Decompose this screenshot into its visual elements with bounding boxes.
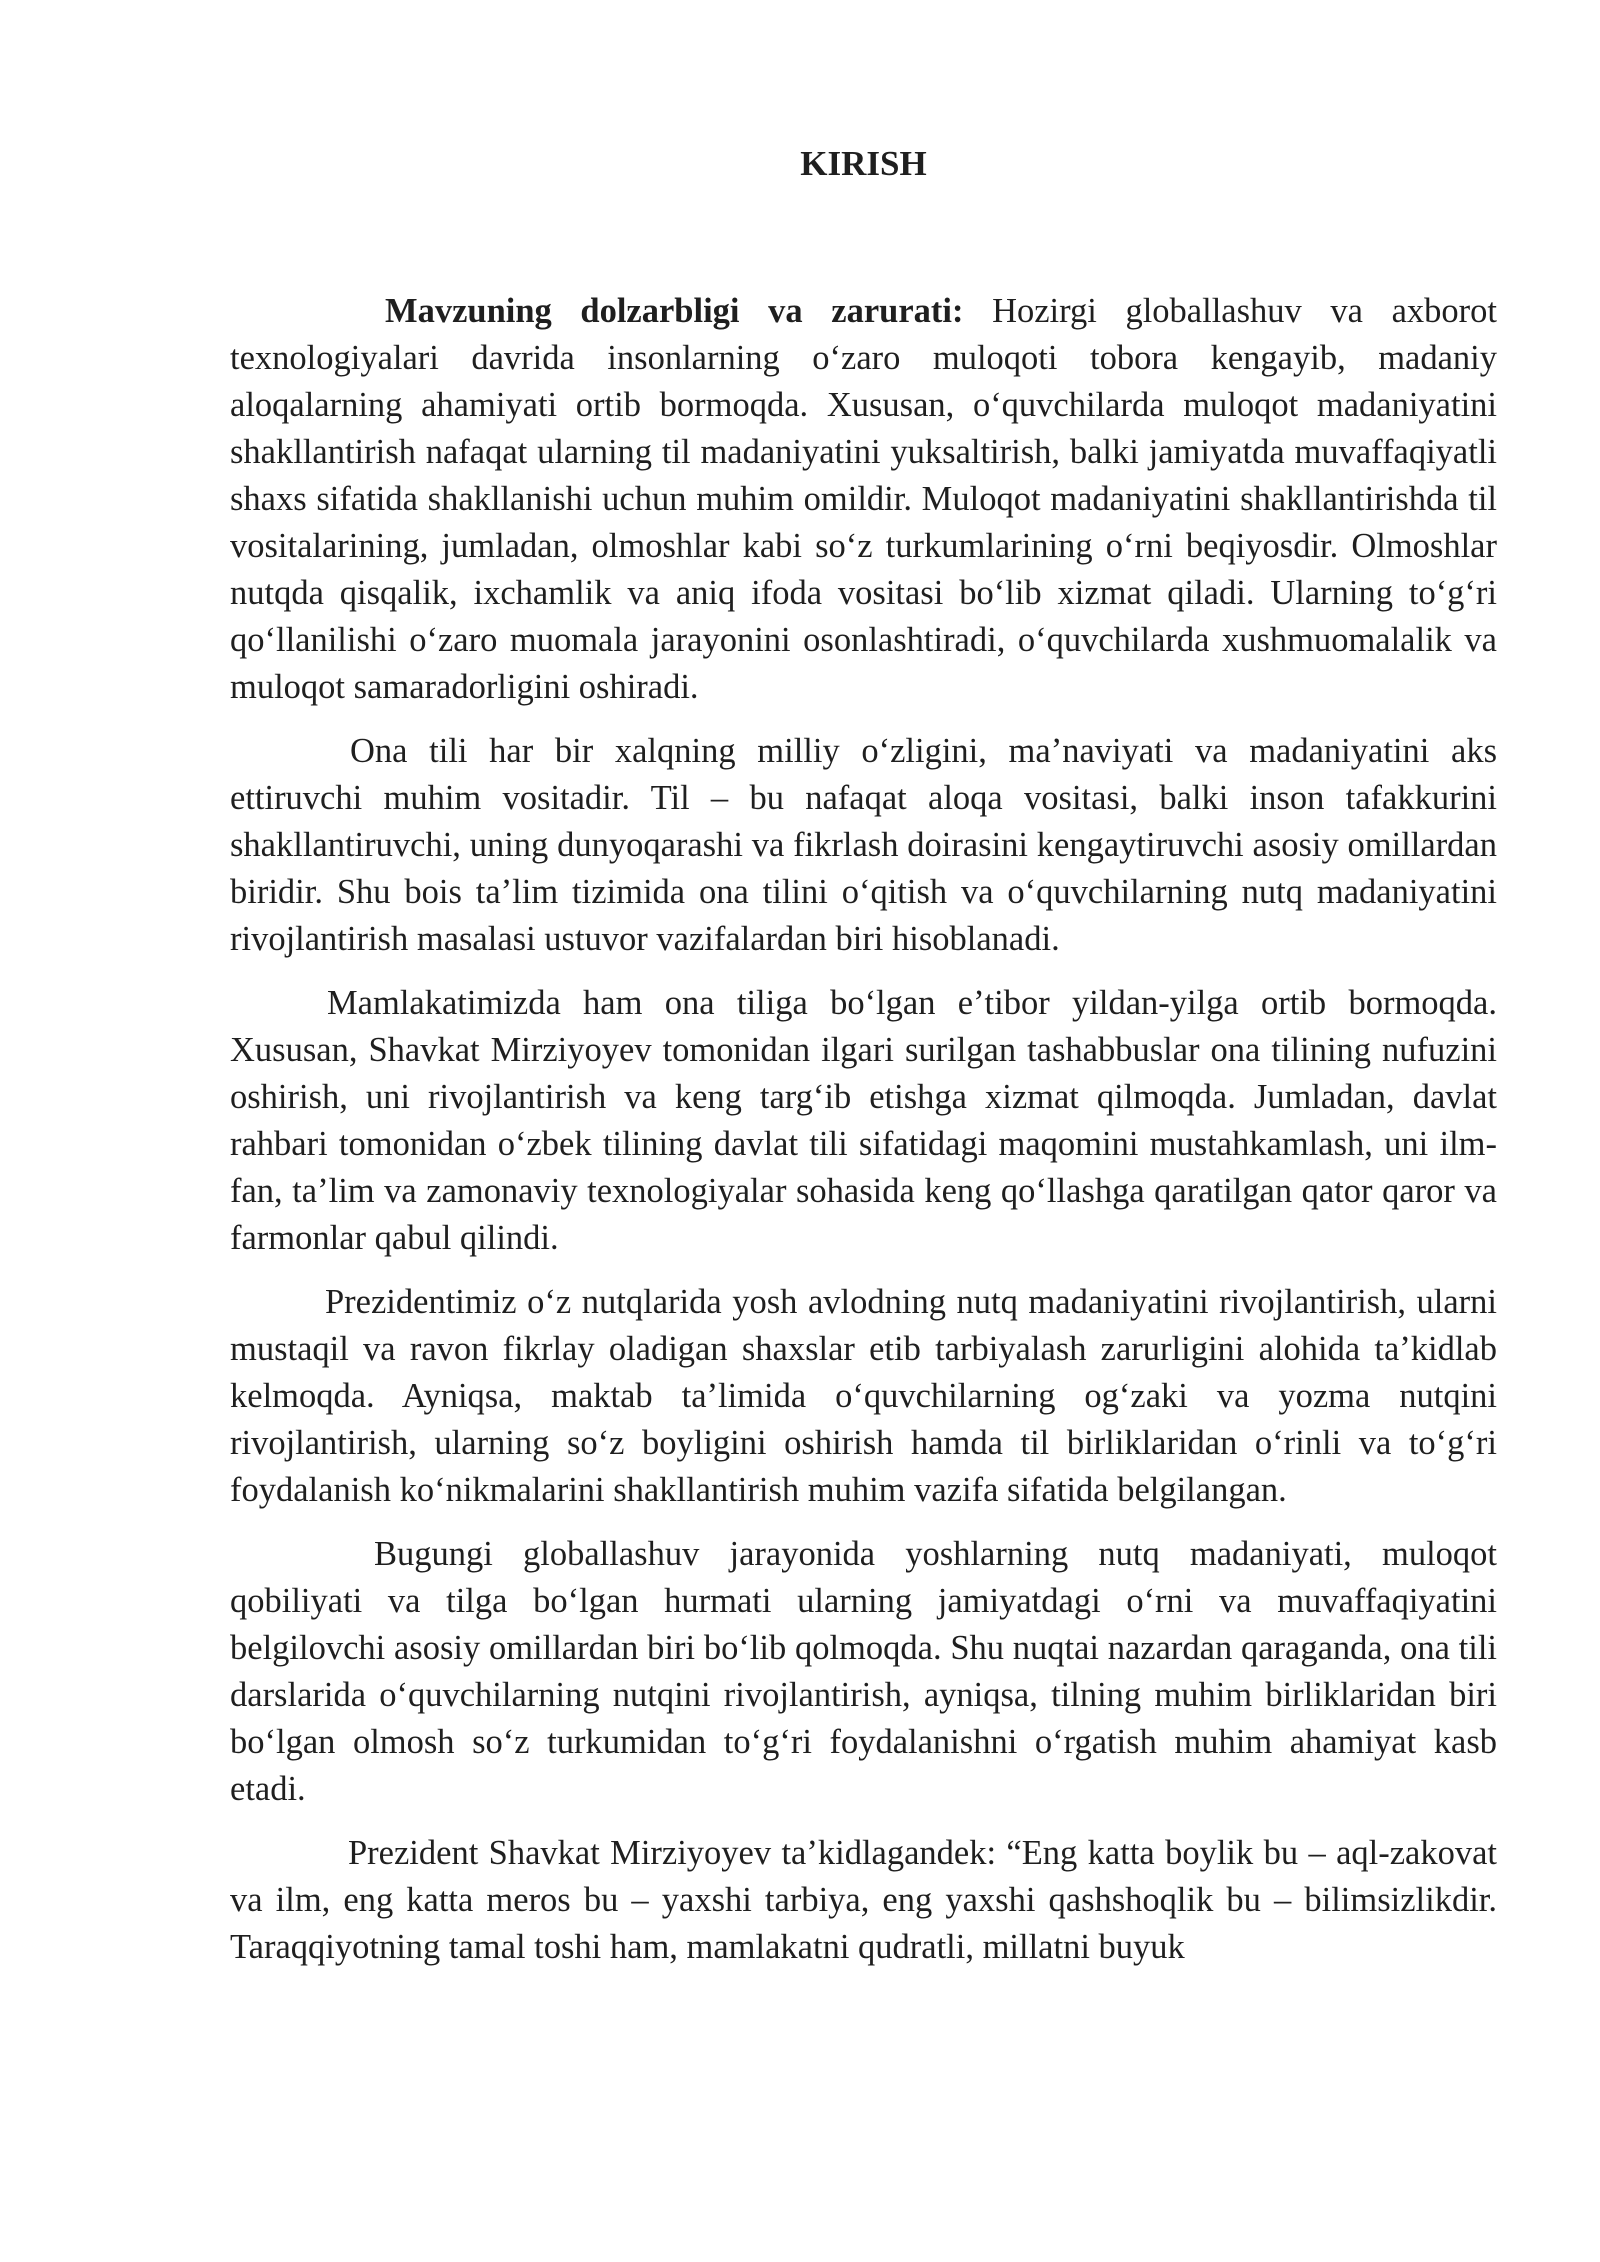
paragraph: Bugungi globallashuv jarayonida yoshlarning nutq madaniyati, muloqot qobiliyati va tilga boʻlgan hurmati ularning jamiyatdagi oʻrni va muvaffaqiyatini belgilovchi asosiy omillardan biri boʻlib qolmoqda. Shu nuqtai nazardan qaraganda, ona tili darslarida oʻquvchilarning nutqini rivojlantirish, ayniqsa, tilning muhim birliklaridan biri boʻlgan olmosh soʻz turkumidan toʻgʻri foydalanishni oʻrgatish muhim ahamiyat kasb etadi. <box>230 1535 1497 1808</box>
document-page <box>230 140 1497 1988</box>
lead-label: Mavzuning dolzarbligi va zarurati: <box>385 292 964 330</box>
paragraph: Mamlakatimizda ham ona tiliga boʻlgan eʼtibor yildan-yilga ortib bormoqda. Xususan, Shavkat Mirziyoyev tomonidan ilgari surilgan tashabbuslar ona tilining nufuzini oshirish, uni rivojlantirish va keng targʻib etishga xizmat qilmoqda. Jumladan, davlat rahbari tomonidan oʻzbek tilining davlat tili sifatidagi maqomini mustahkamlash, uni ilm-fan, taʼlim va zamonaviy texnologiyalar sohasida keng qoʻllashga qaratilgan qator qaror va farmonlar qabul qilindi. <box>230 984 1497 1257</box>
paragraph: Prezidentimiz oʻz nutqlarida yosh avlodning nutq madaniyatini rivojlantirish, ularni mustaqil va ravon fikrlay oladigan shaxslar etib tarbiyalash zarurligini alohida taʼkidlab kelmoqda. Ayniqsa, maktab taʼlimida oʻquvchilarning ogʻzaki va yozma nutqini rivojlantirish, ularning soʻz boyligini oshirish hamda til birliklaridan oʻrinli va toʻgʻri foydalanish koʻnikmalarini shakllantirish muhim vazifa sifatida belgilangan. <box>230 1283 1497 1509</box>
paragraph-text: Hozirgi globallashuv va axborot texnologiyalari davrida insonlarning oʻzaro muloqoti tobora kengayib, madaniy aloqalarning ahamiyati ortib bormoqda. Xususan, oʻquvchilarda muloqot madaniyatini shakllantirish nafaqat ularning til madaniyatini yuksaltirish, balki jamiyatda muvaffaqiyatli shaxs sifatida shakllanishi uchun muhim omildir. Muloqot madaniyatini shakllantirishda til vositalarining, jumladan, olmoshlar kabi soʻz turkumlarining oʻrni beqiyosdir. Olmoshlar nutqda qisqalik, ixchamlik va aniq ifoda vositasi boʻlib xizmat qiladi. Ularning toʻgʻri qoʻllanilishi oʻzaro muomala jarayonini osonlashtiradi, oʻquvchilarda xushmuomalalik va muloqot samaradorligini oshiradi. <box>230 292 1497 706</box>
paragraph-relevance <box>230 288 1497 711</box>
paragraph: Prezident Shavkat Mirziyoyev taʼkidlagandek: “Eng katta boylik bu – aql-zakovat va ilm, eng katta meros bu – yaxshi tarbiya, eng yaxshi qashshoqlik bu – bilimsizlikdir. Taraqqiyotning tamal toshi ham, mamlakatni qudratli, millatni buyuk <box>230 1834 1497 1966</box>
page-title: KIRISH <box>800 144 927 183</box>
paragraph: Ona tili har bir xalqning milliy oʻzligini, maʼnaviyati va madaniyatini aks ettiruvchi muhim vositadir. Til – bu nafaqat aloqa vositasi, balki inson tafakkurini shakllantiruvchi, uning dunyoqarashi va fikrlash doirasini kengaytiruvchi asosiy omillardan biridir. Shu bois taʼlim tizimida ona tilini oʻqitish va oʻquvchilarning nutq madaniyatini rivojlantirish masalasi ustuvor vazifalardan biri hisoblanadi. <box>230 732 1497 958</box>
